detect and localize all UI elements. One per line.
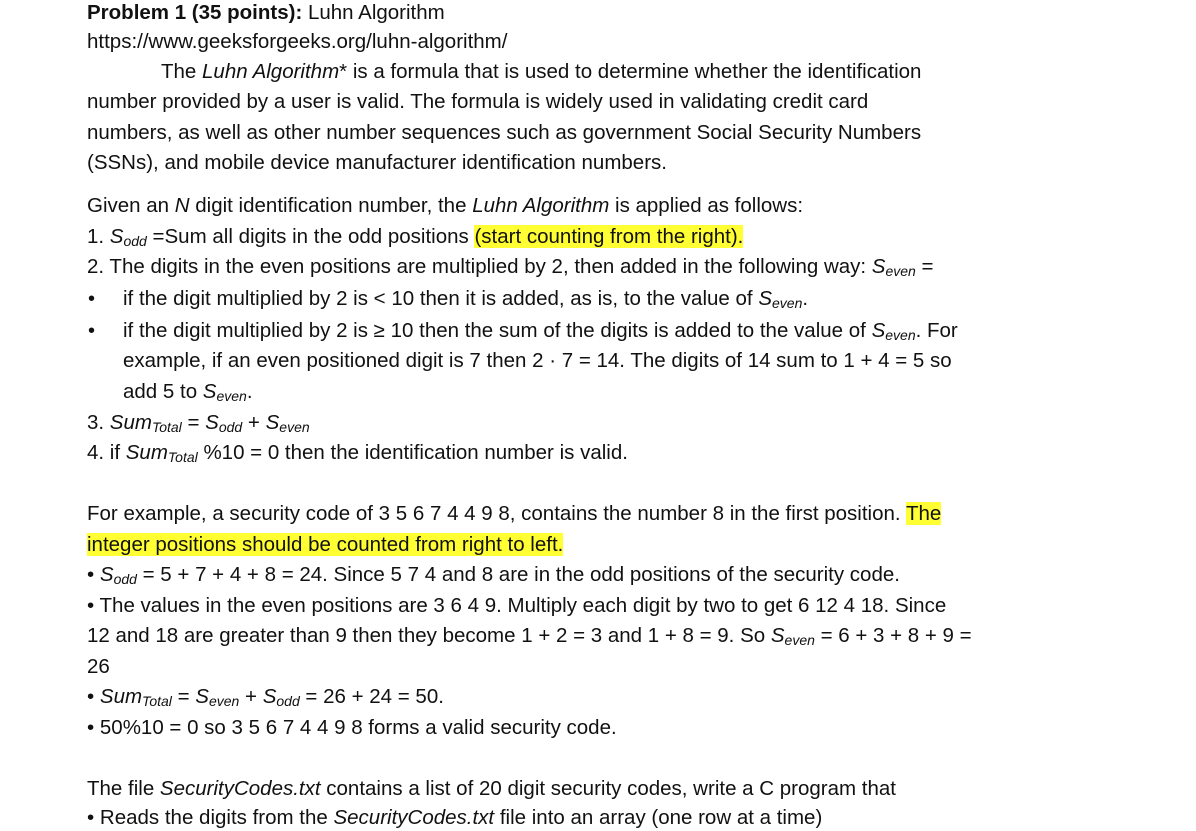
s-symbol: S xyxy=(195,685,209,708)
problem-title xyxy=(87,0,445,26)
highlighted-text: integer positions should be counted from right to left. xyxy=(87,533,564,556)
example-text: The values in the even positions are 3 6 4 9. Multiply each digit by two to get 6 12 4 18. Since xyxy=(99,594,947,617)
sum-symbol: Sum xyxy=(125,441,168,464)
given-term: Luhn Algorithm xyxy=(472,194,610,217)
file-name: SecurityCodes.txt xyxy=(333,806,495,829)
s-symbol: S xyxy=(871,319,886,342)
reference-url: https://www.geeksforgeeks.org/luhn-algorithm/ xyxy=(87,30,508,53)
intro-line-4: (SSNs), and mobile device manufacturer identification numbers. xyxy=(87,151,667,174)
bullet-b-line-1 xyxy=(123,318,958,344)
file-line xyxy=(87,776,896,802)
intro-line-2: number provided by a user is valid. The formula is widely used in validating credit card xyxy=(87,90,869,113)
step-text: = xyxy=(181,411,206,434)
example-text: For example, a security code of 3 5 6 7 4 4 9 8, contains the number 8 in the first position. xyxy=(87,502,906,525)
example-bullet-1 xyxy=(87,562,900,588)
example-text: = 26 + 24 = 50. xyxy=(299,685,444,708)
bullet-text: add 5 to xyxy=(123,380,203,403)
s-subscript: even xyxy=(885,263,916,279)
step-number: 1. xyxy=(87,225,110,248)
s-subscript: even xyxy=(885,327,916,343)
step-text: =Sum all digits in the odd positions xyxy=(146,225,475,248)
step-4 xyxy=(87,440,628,466)
s-symbol: S xyxy=(109,225,124,248)
reads-text: Reads the digits from the xyxy=(99,806,334,829)
intro-line-3: numbers, as well as other number sequences such as government Social Security Numbers xyxy=(87,121,922,144)
s-symbol: S xyxy=(205,411,219,434)
s-subscript: odd xyxy=(113,571,137,587)
example-line-1 xyxy=(87,501,941,527)
s-subscript: even xyxy=(279,419,310,435)
step-2 xyxy=(87,254,934,280)
step-number: 4. if xyxy=(87,441,126,464)
step-number: 3. xyxy=(87,411,110,434)
s-symbol: S xyxy=(758,287,772,310)
example-bullet-2-line-1 xyxy=(87,593,946,619)
highlighted-text: The xyxy=(905,502,942,525)
intro-text: * is a formula that is used to determine whether the identification xyxy=(339,60,922,83)
highlighted-text: (start counting from the right). xyxy=(474,225,744,248)
s-subscript: odd xyxy=(123,233,147,249)
sum-subscript: Total xyxy=(151,419,182,435)
example-text: 12 and 18 are greater than 9 then they become 1 + 2 = 3 and 1 + 8 = 9. So xyxy=(87,624,771,647)
example-bullet-3 xyxy=(87,684,444,710)
step-text: %10 = 0 then the identification number is valid. xyxy=(197,441,628,464)
s-symbol: S xyxy=(99,563,114,586)
bullet-icon: • xyxy=(87,563,95,586)
file-text: The file xyxy=(87,777,160,800)
bullet-text: if the digit multiplied by 2 is ≥ 10 then the sum of the digits is added to the value of xyxy=(123,319,872,342)
reads-line xyxy=(87,805,822,831)
s-symbol: S xyxy=(262,685,277,708)
bullet-icon: • xyxy=(87,594,95,617)
step-3 xyxy=(87,410,310,436)
example-line-2 xyxy=(87,532,563,558)
s-symbol: S xyxy=(770,624,785,647)
reads-text: file into an array (one row at a time) xyxy=(494,806,823,829)
bullet-icon: • xyxy=(87,685,95,708)
intro-line-1 xyxy=(161,59,921,85)
file-name: SecurityCodes.txt xyxy=(159,777,321,800)
given-text: is applied as follows: xyxy=(609,194,804,217)
s-symbol: S xyxy=(871,255,886,278)
intro-text: The xyxy=(161,60,203,83)
s-subscript: odd xyxy=(218,419,243,435)
intro-term: Luhn Algorithm xyxy=(202,60,340,83)
file-text: contains a list of 20 digit security codes, write a C program that xyxy=(320,777,896,800)
example-text: + xyxy=(239,685,263,708)
given-text: Given an xyxy=(87,194,175,217)
s-symbol: S xyxy=(265,411,280,434)
bullet-text: . xyxy=(802,287,809,310)
bullet-icon: • xyxy=(87,716,95,739)
example-text: = 5 + 7 + 4 + 8 = 24. Since 5 7 4 and 8 are in the odd positions of the security code. xyxy=(136,563,900,586)
step-1 xyxy=(87,224,743,250)
bullet-b-line-3 xyxy=(123,379,253,405)
bullet-text: if the digit multiplied by 2 is < 10 then it is added, as is, to the value of xyxy=(123,287,759,310)
bullet-text: . xyxy=(246,380,253,403)
step-text: 2. The digits in the even positions are multiplied by 2, then added in the following way: xyxy=(87,255,872,278)
step-text: = xyxy=(915,255,934,278)
example-bullet-2-line-3: 26 xyxy=(87,655,110,678)
sum-symbol: Sum xyxy=(99,685,143,708)
example-text: = xyxy=(171,685,196,708)
problem-label: Problem 1 (35 points): xyxy=(87,1,303,24)
s-symbol: S xyxy=(202,380,217,403)
problem-name: Luhn Algorithm xyxy=(302,1,445,24)
given-text: digit identification number, the xyxy=(189,194,473,217)
example-bullet-2-line-2 xyxy=(87,623,972,649)
bullet-a xyxy=(123,286,808,312)
bullet-b-line-2: example, if an even positioned digit is 7 then 2 · 7 = 14. The digits of 14 sum to 1 + 4 = 5 so xyxy=(123,349,952,372)
example-text: = 6 + 3 + 8 + 9 = xyxy=(814,624,972,647)
sum-subscript: Total xyxy=(142,693,172,709)
example-bullet-4 xyxy=(87,715,617,741)
example-text: 50%10 = 0 so 3 5 6 7 4 4 9 8 forms a valid security code. xyxy=(99,716,617,739)
sum-symbol: Sum xyxy=(109,411,152,434)
s-subscript: even xyxy=(772,295,803,311)
sum-subscript: Total xyxy=(167,449,198,465)
s-subscript: odd xyxy=(276,693,300,709)
given-n: N xyxy=(174,194,190,217)
s-subscript: even xyxy=(208,693,240,709)
bullet-icon: • xyxy=(88,288,96,310)
bullet-icon: • xyxy=(87,806,95,829)
s-subscript: even xyxy=(216,388,247,404)
step-text: + xyxy=(242,411,266,434)
bullet-icon: • xyxy=(88,320,96,342)
bullet-text: . For xyxy=(915,319,958,342)
given-line xyxy=(87,193,803,219)
s-subscript: even xyxy=(784,632,815,648)
